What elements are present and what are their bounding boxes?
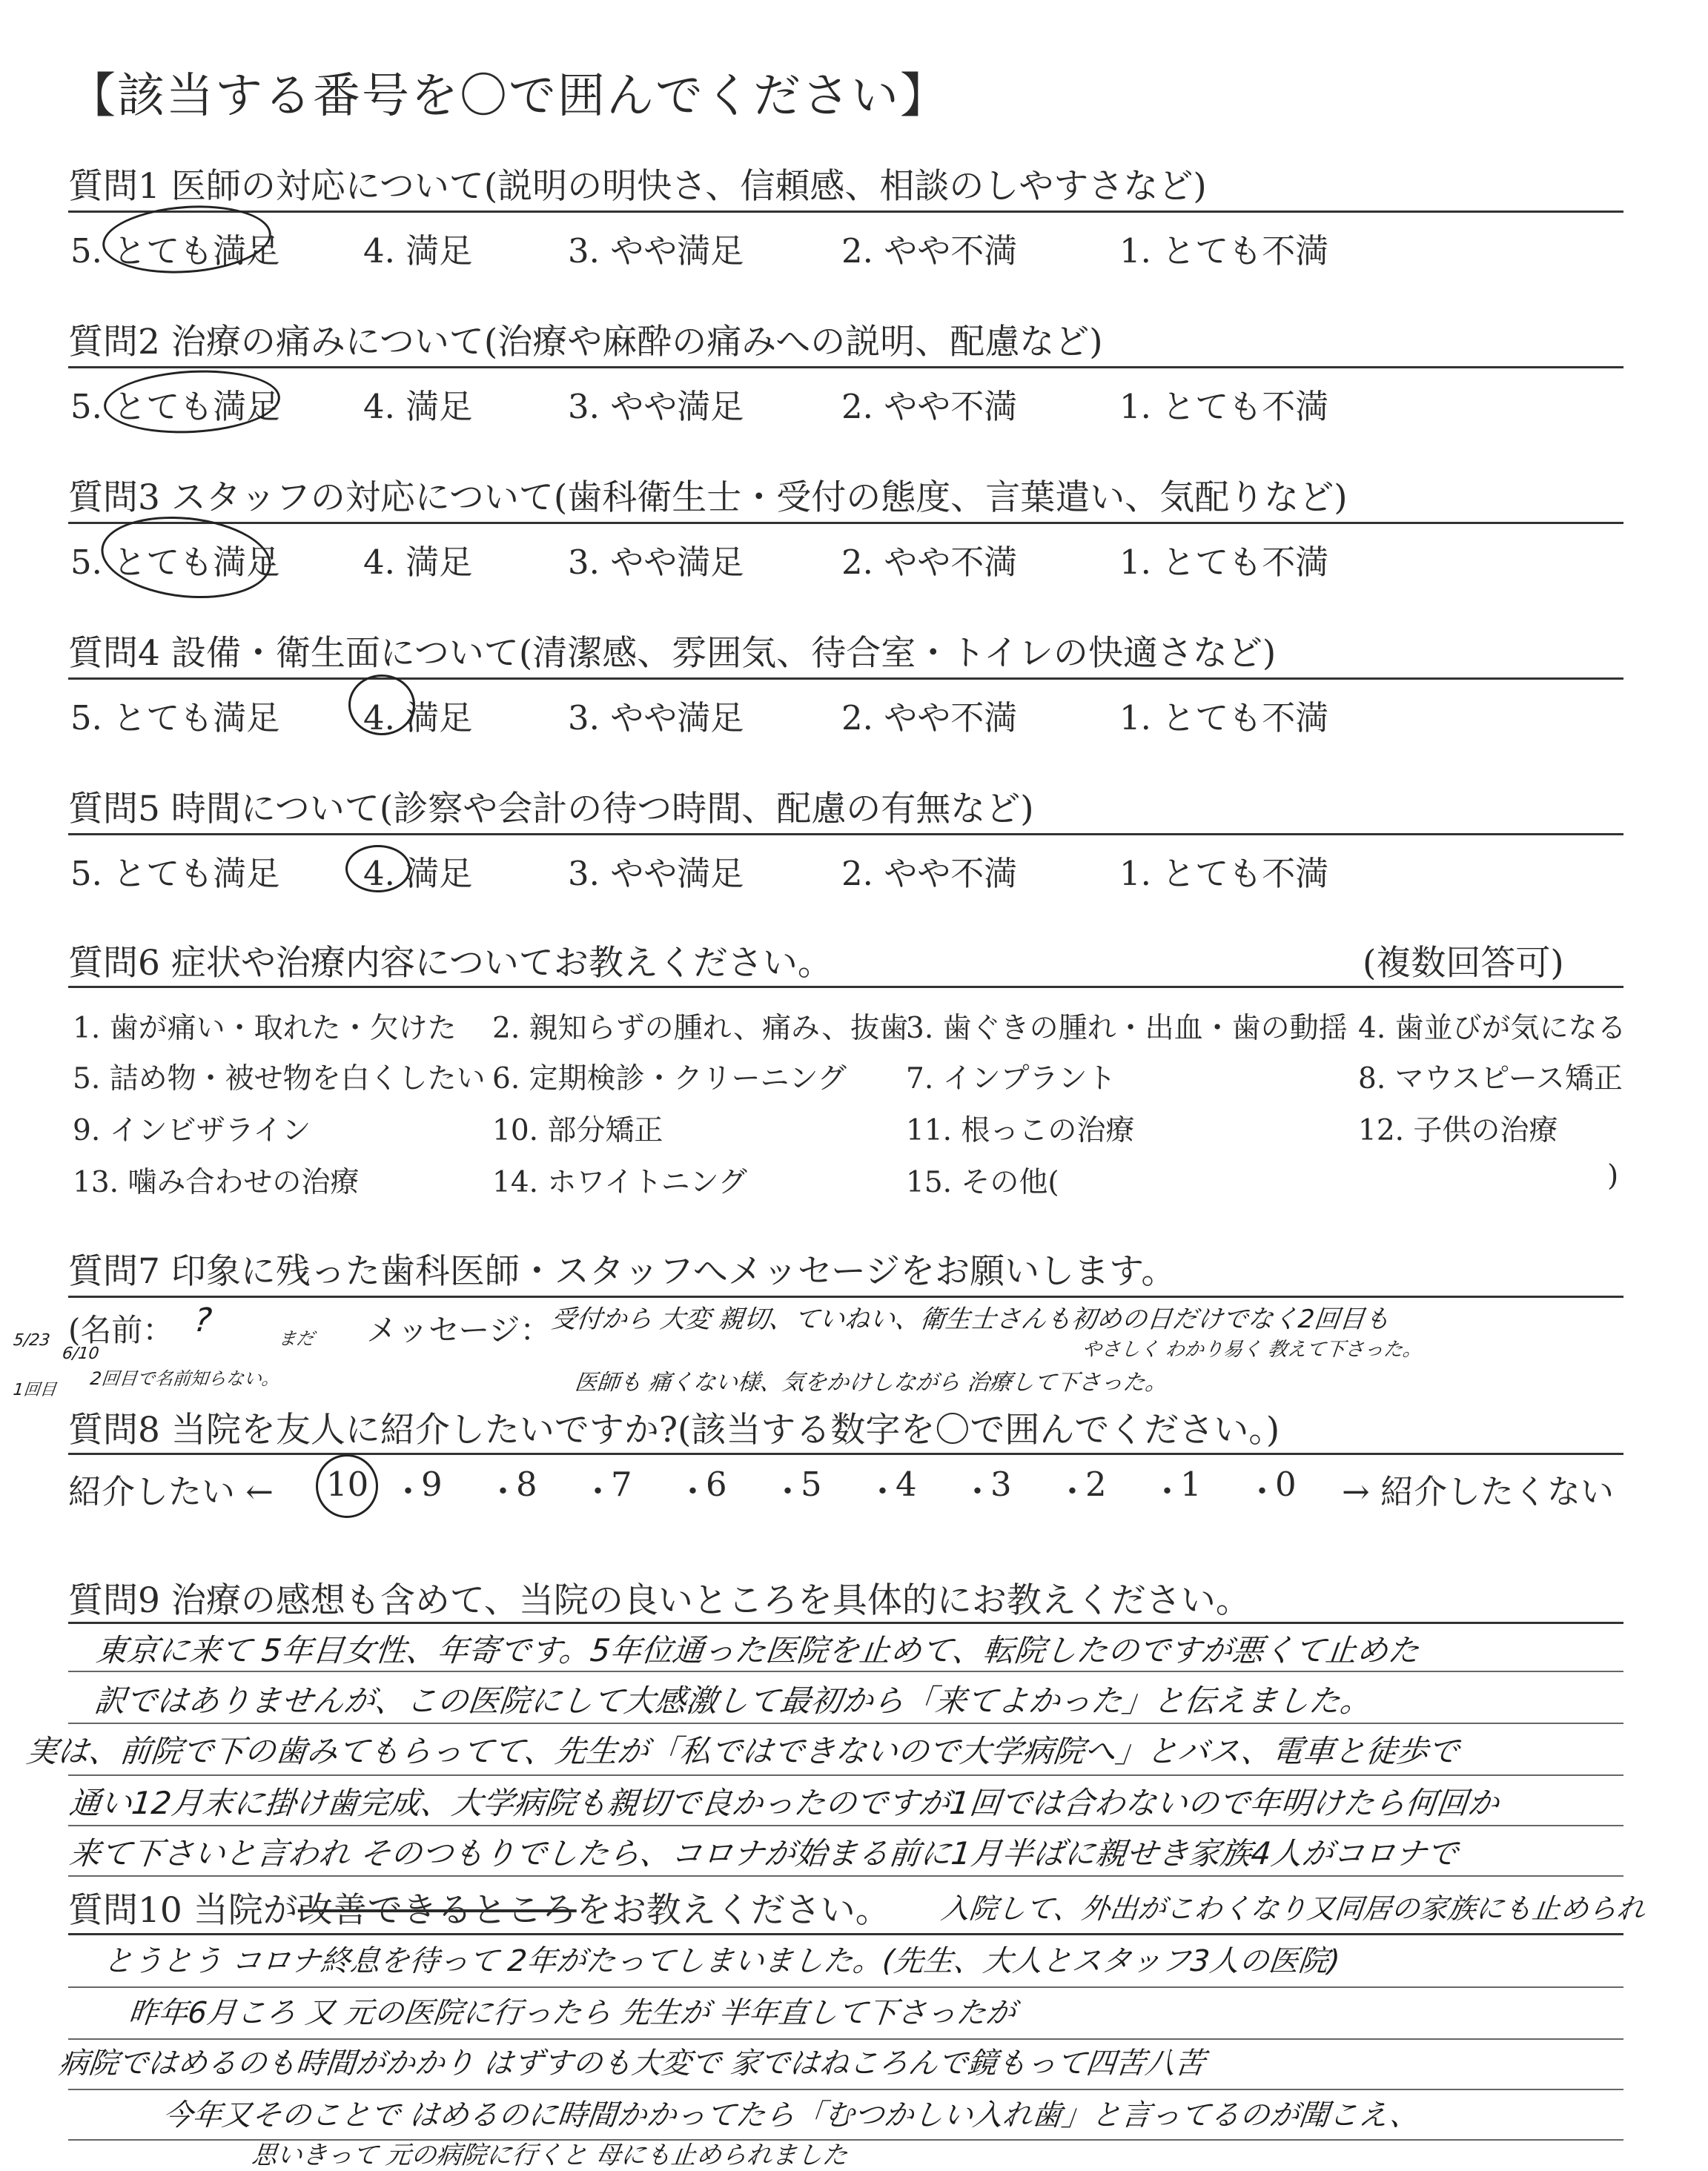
q6-item-13[interactable]: 13. 噛み合わせの治療	[73, 1166, 360, 1199]
q2-rule	[68, 366, 1623, 368]
q8-scale-value[interactable]: 7	[611, 1465, 632, 1504]
q8-scale-value[interactable]: 8	[516, 1465, 537, 1504]
q5-option-5[interactable]: 5. とても満足	[70, 854, 280, 893]
q8-scale-separator: ・	[581, 1472, 615, 1511]
q6-item-11[interactable]: 11. 根っこの治療	[906, 1114, 1135, 1147]
q6-item-5[interactable]: 5. 詰め物・被せ物を白くしたい	[73, 1062, 486, 1096]
q5-title: 質問5 時間について(診察や会計の待つ時間、配慮の有無など)	[68, 789, 1034, 829]
q4-option-3[interactable]: 3. やや満足	[568, 698, 744, 738]
q9-answer-line: 通い12月末に掛け歯完成、大学病院も親切で良かったのですが1回では合わないので年明けたら何回か	[67, 1785, 1501, 1821]
q1-option-3[interactable]: 3. やや満足	[568, 231, 744, 271]
q10-answer-line: 今年又そのことで はめるのに時間かかってたら「むつかしい入れ歯」と言ってるのが聞こえ、	[161, 2098, 1422, 2132]
margin-note: まだ	[277, 1328, 316, 1349]
margin-note: 2回目で名前知らない。	[89, 1368, 281, 1389]
q3-rule	[68, 522, 1623, 524]
q8-scale-value[interactable]: 9	[421, 1465, 443, 1504]
q1-option-2[interactable]: 2. やや不満	[841, 231, 1018, 271]
q6-item-1[interactable]: 1. 歯が痛い・取れた・欠けた	[73, 1012, 457, 1045]
q10-writing-line	[68, 1986, 1623, 1988]
q7-message-label: メッセージ：	[366, 1312, 552, 1348]
q5-selection-circle	[345, 845, 411, 892]
q9-answer-line: 訳ではありませんが、この医院にして大感激して最初から「来てよかった」と伝えました。	[93, 1683, 1374, 1719]
q9-writing-line	[68, 1774, 1623, 1776]
q8-right-label: → 紹介したくない	[1342, 1472, 1615, 1511]
q8-scale-separator: ・	[1056, 1472, 1090, 1511]
q10-writing-line	[68, 2089, 1623, 2090]
q7-rule	[68, 1296, 1623, 1298]
q8-scale-value[interactable]: 1	[1180, 1465, 1202, 1504]
q9-answer-line: 実は、前院で下の歯みてもらってて、先生が「私ではできないので大学病院へ」とバス、電車と徒歩で	[24, 1733, 1461, 1769]
q10-rule	[68, 1933, 1623, 1935]
q6-item-2[interactable]: 2. 親知らずの腫れ、痛み、抜歯	[492, 1012, 909, 1045]
q8-scale-separator: ・	[866, 1472, 900, 1511]
q2-option-4[interactable]: 4. 満足	[363, 387, 473, 426]
q1-option-1[interactable]: 1. とても不満	[1119, 231, 1329, 271]
q10-answer-line: 思いきって 元の病院に行くと 母にも止められました	[250, 2141, 850, 2170]
q8-left-label: 紹介したい ←	[68, 1472, 274, 1511]
q7-name-value[interactable]: ?	[192, 1302, 214, 1339]
q8-title: 質問8 当院を友人に紹介したいですか?(該当する数字を〇で囲んでください。)	[68, 1410, 1280, 1451]
q6-item-10[interactable]: 10. 部分矯正	[492, 1114, 663, 1147]
q6-item-9[interactable]: 9. インビザライン	[73, 1114, 311, 1147]
q4-option-1[interactable]: 1. とても不満	[1119, 698, 1329, 738]
q1-option-4[interactable]: 4. 満足	[363, 231, 473, 271]
q8-scale-separator: ・	[961, 1472, 995, 1511]
q6-item-8[interactable]: 8. マウスピース矯正	[1358, 1062, 1623, 1096]
q4-option-5[interactable]: 5. とても満足	[70, 698, 280, 738]
q8-scale-value[interactable]: 5	[801, 1465, 822, 1504]
q10-answer-line: 昨年6月ころ 又 元の医院に行ったら 先生が 半年直して下さったが	[127, 1996, 1018, 2030]
q8-scale-separator: ・	[391, 1472, 426, 1511]
q10-title-struck: 改善できるところ	[297, 1890, 577, 1931]
q5-option-4[interactable]: 4. 満足	[363, 854, 473, 893]
q9-rule	[68, 1622, 1623, 1624]
q4-option-2[interactable]: 2. やや不満	[841, 698, 1018, 738]
q1-rule	[68, 211, 1623, 213]
q6-item-7[interactable]: 7. インプラント	[906, 1062, 1116, 1096]
q2-title: 質問2 治療の痛みについて(治療や麻酔の痛みへの説明、配慮など)	[68, 322, 1103, 362]
margin-note: 6/10	[61, 1345, 100, 1363]
q8-selection-circle	[316, 1454, 378, 1518]
q4-option-4[interactable]: 4. 満足	[363, 698, 473, 738]
q5-option-1[interactable]: 1. とても不満	[1119, 854, 1329, 893]
q3-option-1[interactable]: 1. とても不満	[1119, 543, 1329, 582]
q6-multiple-note: (複数回答可)	[1363, 943, 1564, 984]
q2-option-3[interactable]: 3. やや満足	[568, 387, 744, 426]
q9-writing-line	[68, 1671, 1623, 1672]
q9-title: 質問9 治療の感想も含めて、当院の良いところを具体的にお教えください。	[68, 1580, 1251, 1621]
q8-scale-value[interactable]: 4	[896, 1465, 917, 1504]
q3-option-3[interactable]: 3. やや満足	[568, 543, 744, 582]
q3-title: 質問3 スタッフの対応について(歯科衛生士・受付の態度、言葉遣い、気配りなど)	[68, 477, 1348, 518]
q2-option-5[interactable]: 5. とても満足	[70, 387, 280, 426]
q3-option-4[interactable]: 4. 満足	[363, 543, 473, 582]
margin-note: 1回目	[12, 1381, 58, 1399]
q8-scale-separator: ・	[486, 1472, 520, 1511]
q9-answer-line: 東京に来て 5年目女性、年寄です。5年位通った医院を止めて、転院したのですが悪くて止めた	[94, 1632, 1421, 1668]
q8-scale-separator: ・	[676, 1472, 710, 1511]
q10-title	[68, 1883, 890, 1932]
q7-message-line: やさしく わかり易く 教えて下さった。	[1081, 1339, 1423, 1361]
q4-title: 質問4 設備・衛生面について(清潔感、雰囲気、待合室・トイレの快適さなど)	[68, 633, 1277, 674]
q10-answer-line: とうとう コロナ終息を待って 2年がたってしまいました。(先生、大人とスタッフ3人の医院)	[102, 1944, 1342, 1978]
q8-scale-value[interactable]: 10	[326, 1465, 369, 1504]
q8-scale-value[interactable]: 6	[706, 1465, 727, 1504]
q6-item-4[interactable]: 4. 歯並びが気になる	[1358, 1012, 1626, 1045]
q8-scale-separator: ・	[1151, 1472, 1185, 1511]
q6-item-15[interactable]: 15. その他(	[906, 1166, 1059, 1199]
q3-option-5[interactable]: 5. とても満足	[70, 543, 280, 582]
q6-item-6[interactable]: 6. 定期検診・クリーニング	[492, 1062, 847, 1096]
margin-note: 5/23	[12, 1331, 51, 1350]
q10-answer-line: 入院して、外出がこわくなり又同居の家族にも止められ	[939, 1892, 1647, 1925]
q8-scale-value[interactable]: 0	[1275, 1465, 1297, 1504]
q1-option-5[interactable]: 5. とても満足	[70, 231, 280, 271]
q7-name-label: (名前：	[68, 1312, 174, 1348]
q8-scale-separator: ・	[771, 1472, 805, 1511]
q10-title-prefix: 質問10 当院が	[68, 1890, 298, 1931]
q8-scale-value[interactable]: 2	[1085, 1465, 1107, 1504]
q9-answer-line: 来て下さいと言われ そのつもりでしたら、コロナが始まる前に1月半ばに親せき家族4人がコロナで	[67, 1835, 1460, 1872]
q6-rule	[68, 986, 1623, 988]
q6-item-12[interactable]: 12. 子供の治療	[1358, 1114, 1558, 1147]
q10-answer-line: 病院ではめるのも時間がかかり はずすのも大変で 家ではねころんで鏡もって四苦八苦	[57, 2046, 1207, 2081]
q3-option-2[interactable]: 2. やや不満	[841, 543, 1018, 582]
q6-item-3[interactable]: 3. 歯ぐきの腫れ・出血・歯の動揺	[906, 1012, 1348, 1045]
q7-title: 質問7 印象に残った歯科医師・スタッフへメッセージをお願いします。	[68, 1251, 1176, 1292]
q6-item-14[interactable]: 14. ホワイトニング	[492, 1166, 747, 1199]
q1-title: 質問1 医師の対応について(説明の明快さ、信頼感、相談のしやすさなど)	[68, 166, 1207, 207]
q8-scale-value[interactable]: 3	[990, 1465, 1012, 1504]
q8-scale-separator: ・	[1245, 1472, 1280, 1511]
q9-writing-line	[68, 1875, 1623, 1877]
q5-rule	[68, 833, 1623, 835]
form-heading: 【該当する番号を〇で囲んでください】	[68, 69, 949, 124]
q10-title-suffix: をお教えください。	[576, 1890, 890, 1931]
q4-selection-circle	[348, 674, 415, 735]
q7-message-line: 医師も 痛くない様、気をかけしながら 治療して下さった。	[573, 1370, 1169, 1396]
q2-option-1[interactable]: 1. とても不満	[1119, 387, 1329, 426]
q7-message-line: 受付から 大変 親切、ていねい、衛生士さんも初めの日だけでなく2回目も	[549, 1305, 1391, 1334]
q5-option-3[interactable]: 3. やや満足	[568, 854, 744, 893]
q9-writing-line	[68, 1825, 1623, 1826]
q2-option-2[interactable]: 2. やや不満	[841, 387, 1018, 426]
q4-rule	[68, 677, 1623, 680]
q6-other-close-paren: )	[1607, 1159, 1619, 1193]
q8-rule	[68, 1453, 1623, 1455]
q6-title: 質問6 症状や治療内容についてお教えください。	[68, 943, 833, 984]
q5-option-2[interactable]: 2. やや不満	[841, 854, 1018, 893]
q9-writing-line	[68, 1723, 1623, 1724]
